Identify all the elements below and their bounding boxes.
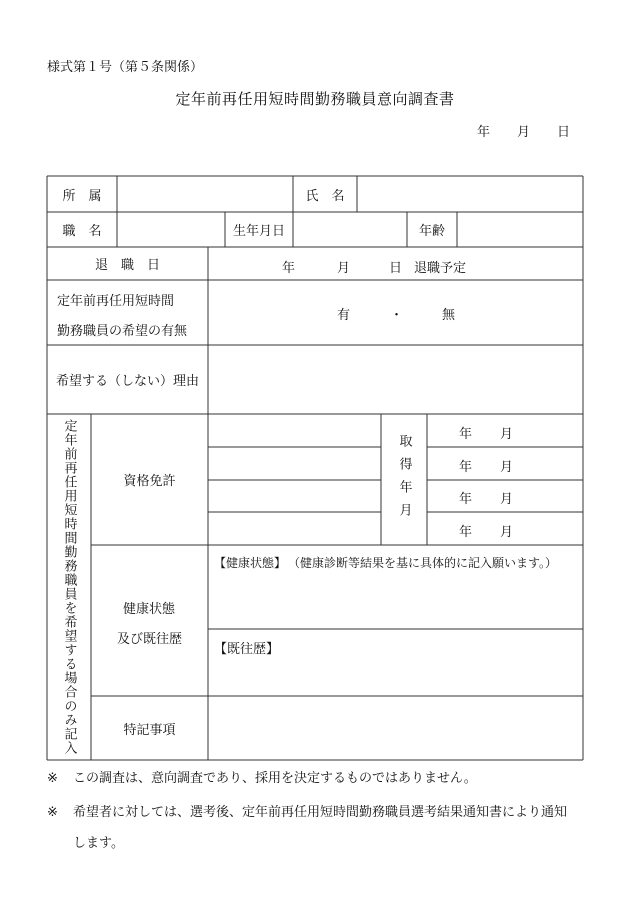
footnote-mark: ※: [47, 771, 58, 786]
age-label: 年齢: [418, 224, 445, 239]
affiliation-label: 所 属: [62, 188, 102, 204]
form-title: 定年前再任用短時間勤務職員意向調査書: [175, 90, 455, 108]
license-row-2-year: 年: [459, 460, 473, 475]
date-year-label: 年: [477, 125, 491, 140]
birthdate-label: 生年月日: [232, 224, 285, 239]
reason-field[interactable]: [208, 345, 583, 414]
retirement-day-label: 日: [389, 261, 403, 276]
footnote-2: [47, 801, 567, 820]
position-field[interactable]: [117, 212, 225, 247]
wish-no-option[interactable]: 無: [442, 308, 456, 323]
footnote-text: この調査は、意向調査であり、採用を決定するものではありません。: [73, 771, 477, 786]
footnote-mark: ※: [47, 805, 58, 820]
affiliation-field[interactable]: [117, 176, 293, 212]
reason-label: 希望する（しない）理由: [55, 374, 199, 389]
name-field[interactable]: [357, 176, 583, 212]
health-label-line1: 健康状態: [123, 602, 176, 617]
footnote-1: [47, 767, 477, 786]
retirement-month-label: 月: [337, 261, 351, 276]
health-status-note: （健康診断等結果を基に具体的に記入願います。）: [288, 556, 558, 570]
only-if-wishing-label: 定年前再任用短時間勤務職員を希望する場合のみ記入: [61, 419, 77, 755]
retirement-year-label: 年: [282, 261, 296, 276]
footnote-text: 希望者に対しては、選考後、定年前再任用短時間勤務職員選考結果通知書により通知: [73, 805, 568, 820]
special-notes-field[interactable]: [208, 696, 583, 760]
license-row-3-year: 年: [459, 492, 473, 507]
medical-history-heading: 【既往歴】: [214, 642, 280, 657]
license-row-1-year: 年: [459, 427, 473, 442]
license-row-2-month: 月: [500, 460, 514, 475]
footnote-2-continuation: します。: [73, 836, 124, 851]
form-number: 様式第１号（第５条関係）: [47, 60, 204, 75]
date-month-label: 月: [517, 125, 531, 140]
license-label: 資格免許: [123, 474, 176, 489]
special-notes-label: 特記事項: [123, 722, 176, 738]
position-label: 職 名: [62, 224, 102, 239]
wish-label-line1: 定年前再任用短時間: [57, 294, 175, 309]
acquired-date-label: 取得年月: [396, 433, 412, 526]
wish-label-line2: 勤務職員の希望の有無: [57, 324, 188, 339]
health-status-heading: 【健康状態】: [214, 556, 287, 570]
license-row-4-year: 年: [459, 525, 473, 540]
retirement-planned-label: 退職予定: [414, 261, 467, 276]
retirement-date-label: 退 職 日: [94, 258, 160, 273]
birthdate-field[interactable]: [293, 212, 407, 247]
license-row-4-month: 月: [500, 525, 514, 540]
date-day-label: 日: [557, 125, 571, 140]
license-row-3-month: 月: [500, 492, 514, 507]
health-label-line2: 及び既往歴: [117, 632, 183, 647]
age-field[interactable]: [457, 212, 583, 247]
license-row-1-month: 月: [500, 427, 514, 442]
wish-yes-option[interactable]: 有: [337, 308, 351, 323]
wish-separator: ・: [390, 308, 404, 323]
name-label: 氏 名: [305, 188, 345, 204]
